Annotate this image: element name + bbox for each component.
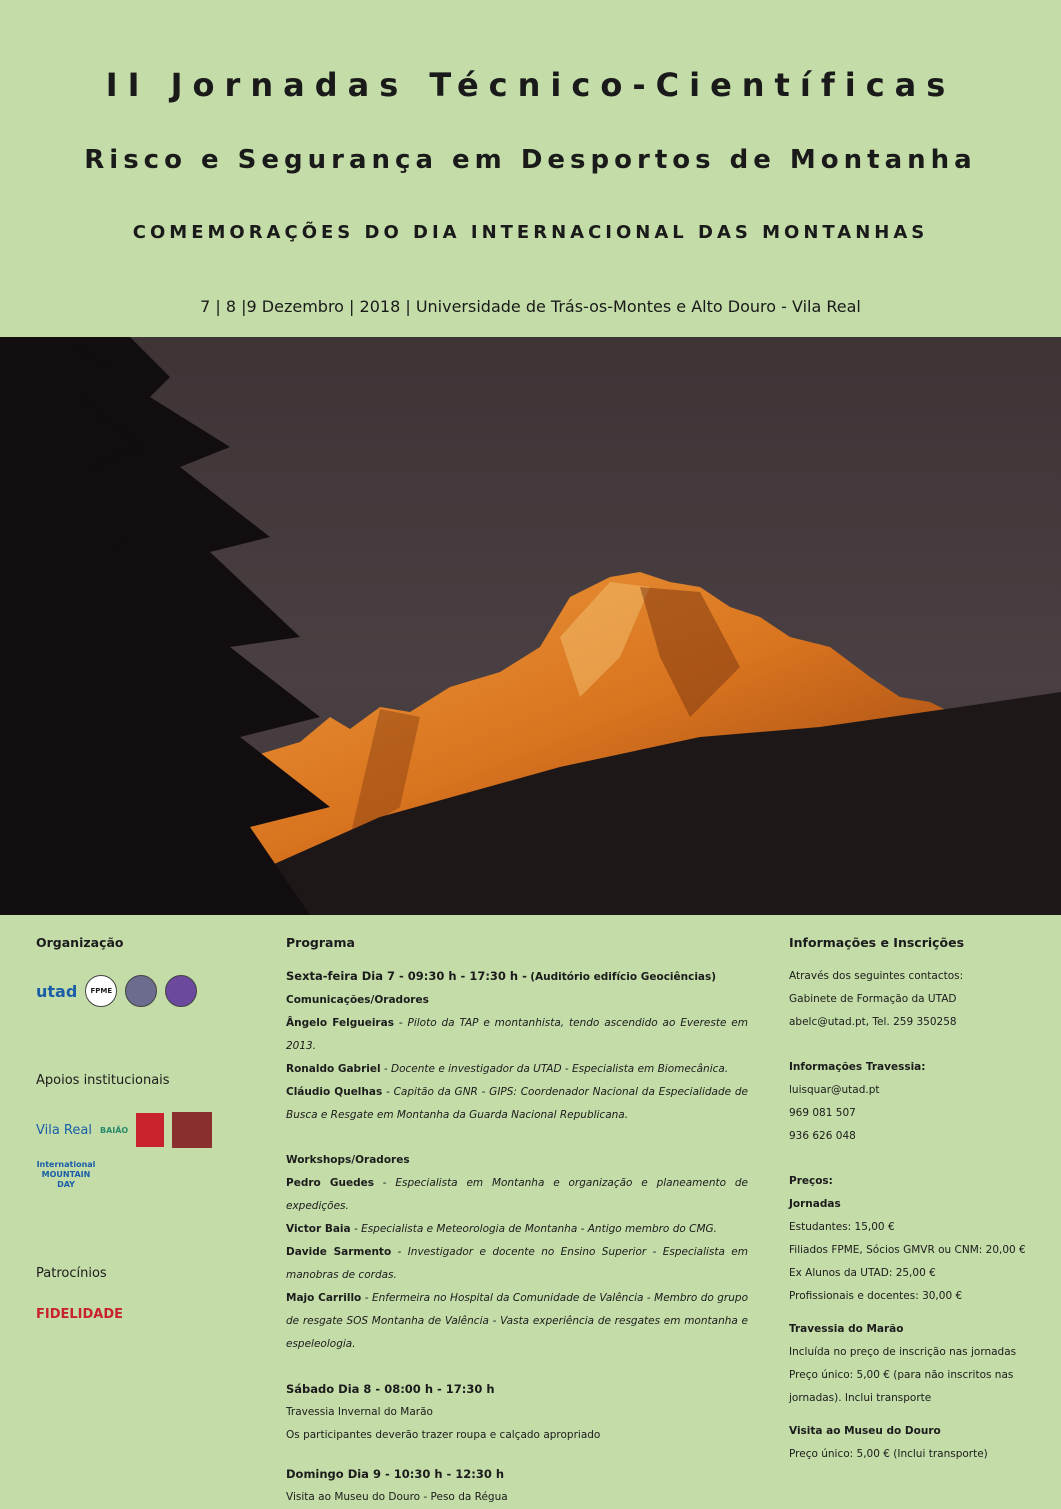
patrocinios-heading: Patrocínios bbox=[36, 1266, 107, 1281]
travessia-phone: 969 081 507 bbox=[789, 1107, 856, 1119]
fpme-logo-text: FPME bbox=[90, 986, 113, 995]
price-item: Ex Alunos da UTAD: 25,00 € bbox=[789, 1267, 936, 1279]
price-item: Filiados FPME, Sócios GMVR ou CNM: 20,00 € bbox=[789, 1244, 1026, 1256]
organizer-logos bbox=[36, 975, 256, 1007]
day2-line1: Travessia Invernal do Marão bbox=[286, 1406, 433, 1418]
marao-line: Incluída no preço de inscrição nas jornadas bbox=[789, 1346, 1017, 1358]
day1-title: Sexta-feira Dia 7 - 09:30 h - 17:30 h - bbox=[286, 969, 527, 983]
price-item: Estudantes: 15,00 € bbox=[789, 1221, 895, 1233]
programa-column bbox=[286, 933, 748, 1509]
price-item: Profissionais e docentes: 30,00 € bbox=[789, 1290, 963, 1302]
contact-office: Gabinete de Formação da UTAD bbox=[789, 993, 957, 1005]
workshop-desc: - Especialista e Meteorologia de Montanha - Antigo membro do CMG. bbox=[350, 1223, 717, 1235]
day2-title: Sábado Dia 8 - 08:00 h - 17:30 h bbox=[286, 1382, 495, 1396]
marao-heading: Travessia do Marão bbox=[789, 1323, 904, 1335]
speaker-desc: - Docente e investigador da UTAD - Especialista em Biomecânica. bbox=[380, 1063, 729, 1075]
speaker-name: Cláudio Quelhas bbox=[286, 1086, 383, 1098]
travessia-email[interactable]: luisquar@utad.pt bbox=[789, 1084, 880, 1096]
fidelidade-logo: FIDELIDADE bbox=[36, 1307, 124, 1322]
club-logo bbox=[125, 975, 157, 1007]
jornadas-heading: Jornadas bbox=[789, 1198, 841, 1210]
fpme-logo bbox=[85, 975, 117, 1007]
santa-marta-logo bbox=[172, 1112, 212, 1148]
day1-place: (Auditório edifício Geociências) bbox=[530, 971, 717, 983]
organizacao-heading: Organização bbox=[36, 935, 124, 950]
workshops-heading: Workshops/Oradores bbox=[286, 1154, 410, 1166]
event-dateline: 7 | 8 |9 Dezembro | 2018 | Universidade de Trás-os-Montes e Alto Douro - Vila Real bbox=[200, 297, 861, 316]
workshop-desc: - Investigador e docente no Ensino Superior - Especialista em manobras de cordas. bbox=[286, 1246, 748, 1281]
mountain-photo bbox=[0, 337, 1061, 915]
poster-subtitle: Risco e Segurança em Desportos de Montanha bbox=[84, 145, 977, 175]
speaker-item bbox=[286, 1058, 748, 1081]
utad-logo: utad bbox=[36, 981, 78, 1001]
info-column bbox=[789, 933, 1039, 1466]
workshop-item bbox=[286, 1241, 748, 1287]
day1-line bbox=[286, 965, 748, 989]
speaker-name: Ângelo Felgueiras bbox=[286, 1017, 394, 1029]
mountain-photo-graphic bbox=[0, 337, 1061, 915]
baiao-logo: BAIÃO bbox=[99, 1125, 129, 1135]
day3-title: Domingo Dia 9 - 10:30 h - 12:30 h bbox=[286, 1467, 505, 1481]
vila-real-logo: Vila Real bbox=[36, 1122, 92, 1138]
contact-email[interactable]: abelc@utad.pt, Tel. 259 350258 bbox=[789, 1016, 957, 1028]
apoios-heading: Apoios institucionais bbox=[36, 1073, 170, 1088]
travessia-info-heading: Informações Travessia: bbox=[789, 1061, 926, 1073]
marao-line: Preço único: 5,00 € (para não inscritos nas jornadas). Inclui transporte bbox=[789, 1369, 1014, 1404]
travessia-phone: 936 626 048 bbox=[789, 1130, 856, 1142]
contacts-intro: Através dos seguintes contactos: bbox=[789, 970, 964, 982]
workshop-desc: - Enfermeira no Hospital da Comunidade de Valência - Membro do grupo de resgate SOS Montanha de Valência - Vasta experiência de resgates em montanha e espeleologia. bbox=[286, 1292, 748, 1350]
comunicacoes-heading: Comunicações/Oradores bbox=[286, 994, 429, 1006]
poster-tagline: COMEMORAÇÕES DO DIA INTERNACIONAL DAS MONTANHAS bbox=[132, 222, 929, 243]
support-logos bbox=[36, 1112, 256, 1148]
red-logo bbox=[136, 1113, 164, 1147]
workshop-name: Pedro Guedes bbox=[286, 1177, 374, 1189]
info-heading: Informações e Inscrições bbox=[789, 935, 965, 950]
workshop-item bbox=[286, 1172, 748, 1218]
speaker-item bbox=[286, 1012, 748, 1058]
speaker-desc: - Piloto da TAP e montanhista, tendo ascendido ao Evereste em 2013. bbox=[286, 1017, 748, 1052]
programa-heading: Programa bbox=[286, 935, 355, 950]
workshop-name: Victor Baia bbox=[286, 1223, 351, 1235]
mountain-day-logo: International MOUNTAIN DAY bbox=[36, 1160, 96, 1189]
museu-heading: Visita ao Museu do Douro bbox=[789, 1425, 941, 1437]
workshop-name: Davide Sarmento bbox=[286, 1246, 392, 1258]
poster-title: II Jornadas Técnico-Científicas bbox=[105, 66, 956, 104]
workshop-item bbox=[286, 1218, 748, 1241]
shield-logo bbox=[165, 975, 197, 1007]
speaker-desc: - Capitão da GNR - GIPS: Coordenador Nacional da Especialidade de Busca e Resgate em Montanha da Guarda Nacional Republicana. bbox=[286, 1086, 748, 1121]
precos-heading: Preços: bbox=[789, 1175, 833, 1187]
speaker-item bbox=[286, 1081, 748, 1127]
workshop-item bbox=[286, 1287, 748, 1356]
workshop-name: Majo Carrillo bbox=[286, 1292, 362, 1304]
museu-line: Preço único: 5,00 € (Inclui transporte) bbox=[789, 1448, 988, 1460]
sponsors-column bbox=[36, 933, 256, 1326]
workshop-desc: - Especialista em Montanha e organização e planeamento de expedições. bbox=[286, 1177, 748, 1212]
day2-line2: Os participantes deverão trazer roupa e calçado apropriado bbox=[286, 1429, 601, 1441]
day3-line1: Visita ao Museu do Douro - Peso da Régua bbox=[286, 1491, 508, 1503]
speaker-name: Ronaldo Gabriel bbox=[286, 1063, 381, 1075]
